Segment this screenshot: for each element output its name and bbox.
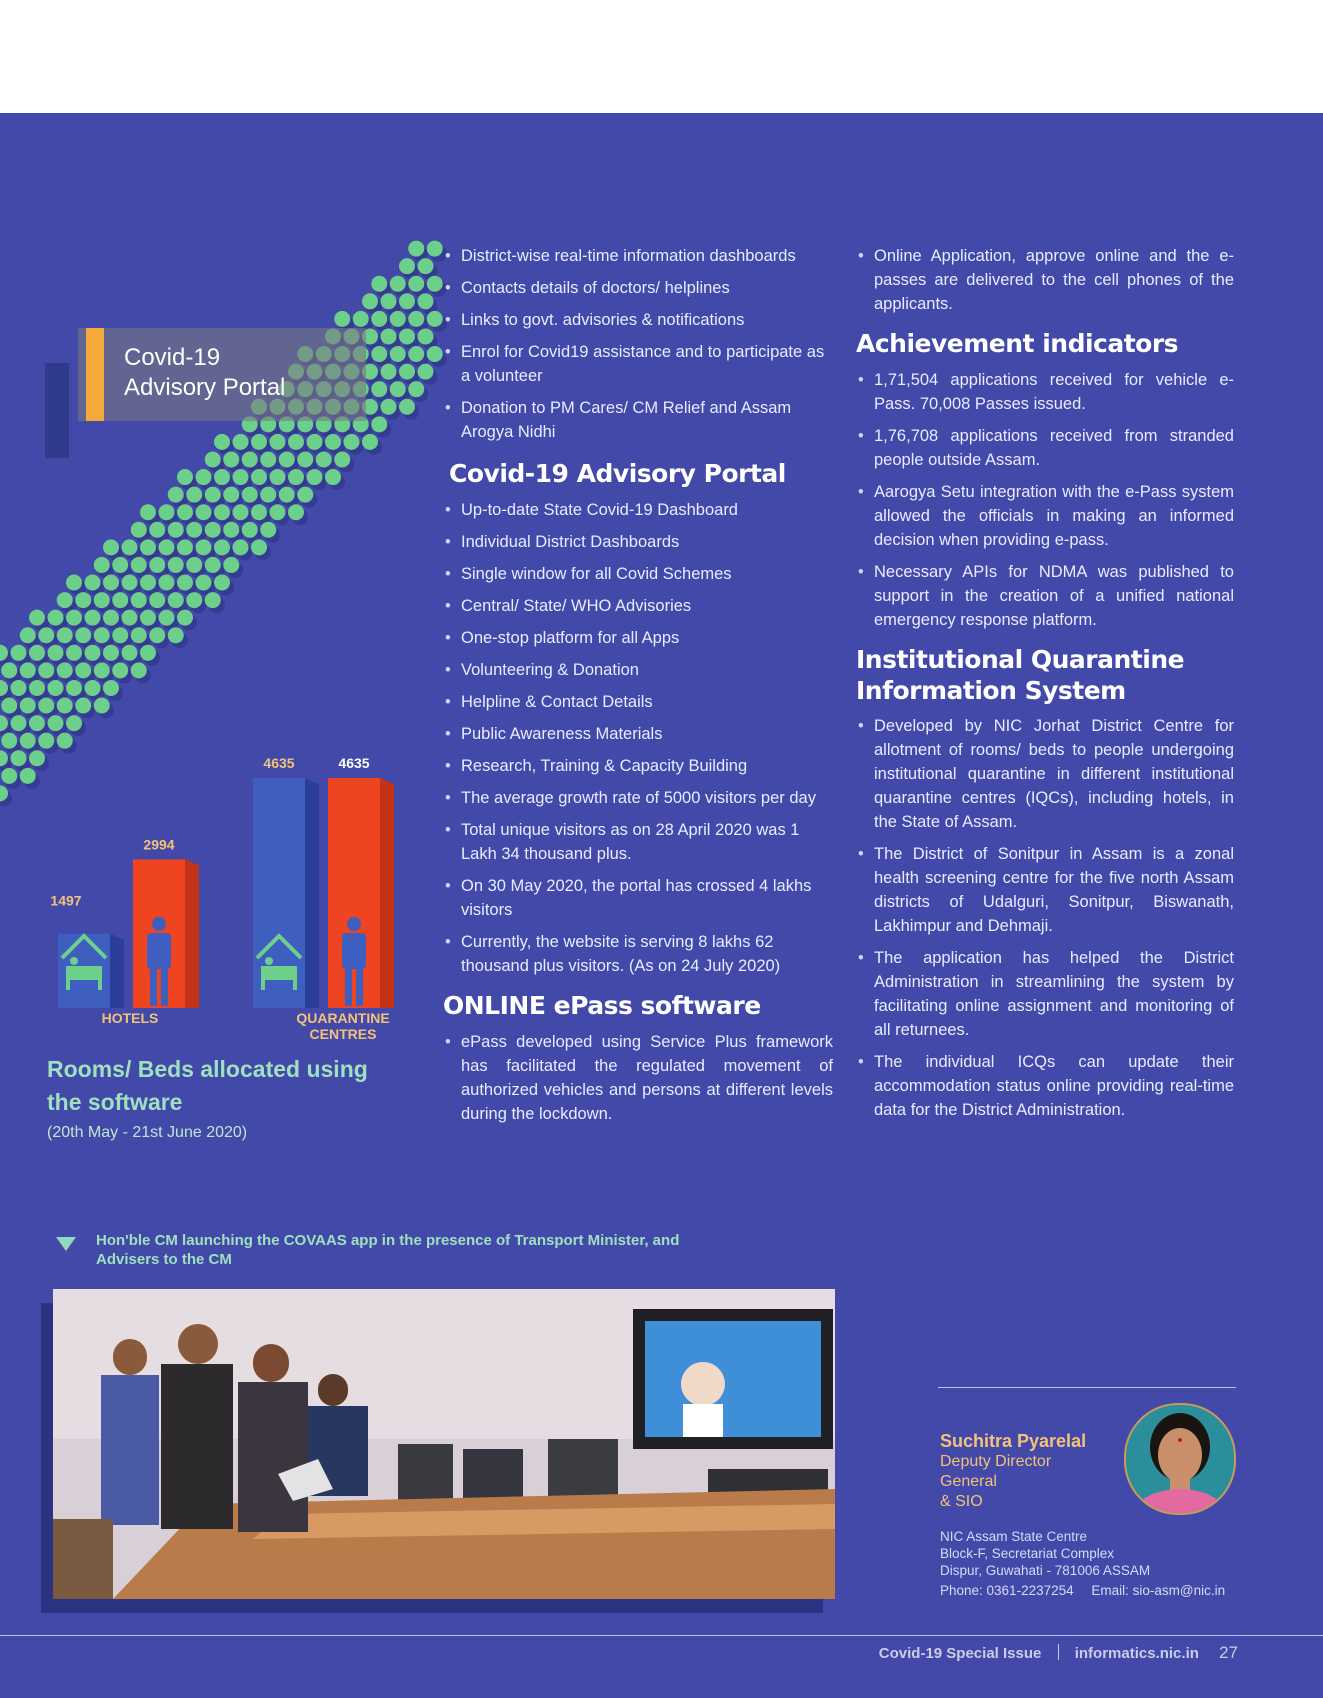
decor-dot (371, 276, 387, 292)
decor-dot (205, 592, 221, 608)
decor-dot (159, 575, 175, 591)
footer-rule (0, 1635, 1323, 1636)
decor-dot (186, 487, 202, 503)
decor-dot (20, 662, 36, 678)
decor-dot (381, 364, 397, 380)
list-item: • Aarogya Setu integration with the e-Pass system allowed the officials in making an informed decision when providing e-pass. (856, 480, 1234, 552)
decor-dot (307, 434, 323, 450)
list-item: • Public Awareness Materials (443, 722, 833, 746)
decor-dot (186, 592, 202, 608)
decor-dot (57, 592, 73, 608)
decor-dot (66, 645, 82, 661)
decor-dot (196, 575, 212, 591)
list-item: • Research, Training & Capacity Building (443, 754, 833, 778)
author-title-line2: & SIO (940, 1493, 983, 1510)
decor-dot (362, 293, 378, 309)
decor-dot (427, 346, 443, 362)
chart-title: Rooms/ Beds allocated using the software (47, 1056, 368, 1115)
iqis-heading-line2: Information System (856, 676, 1126, 705)
chart-data-label: 1497 (50, 892, 82, 909)
decor-dot (131, 592, 147, 608)
decor-dot (57, 662, 73, 678)
decor-dot (94, 557, 110, 573)
decor-dot (325, 434, 341, 450)
footer-page-number: 27 (1219, 1643, 1238, 1662)
advisory-list (443, 498, 833, 978)
list-item: • One-stop platform for all Apps (443, 626, 833, 650)
author-name: Suchitra Pyarelal (940, 1431, 1087, 1451)
decor-dot (196, 469, 212, 485)
decor-dot (390, 346, 406, 362)
decor-dot (205, 557, 221, 573)
list-item: • ePass developed using Service Plus framework has facilitated the regulated movement of authorized vehicles and persons at different levels during the lockdown. (443, 1030, 833, 1126)
decor-dot (29, 645, 45, 661)
top-feature-list (443, 244, 833, 444)
decor-dot (131, 522, 147, 538)
decor-dot (168, 557, 184, 573)
footer-separator (1058, 1644, 1059, 1660)
decor-dot (94, 627, 110, 643)
author-title-line1: Deputy Director General (940, 1453, 1052, 1490)
decor-dot (48, 680, 64, 696)
decor-dot (177, 469, 193, 485)
decor-dot (223, 487, 239, 503)
decor-dot (205, 522, 221, 538)
decor-dot (242, 522, 258, 538)
decor-dot (251, 469, 267, 485)
decor-dot (362, 434, 378, 450)
decor-dot (149, 557, 165, 573)
decor-dot (307, 469, 323, 485)
address-line1: NIC Assam State Centre (940, 1529, 1088, 1544)
decor-dot (196, 539, 212, 555)
decor-dot (408, 346, 424, 362)
decor-dot (316, 451, 332, 467)
decor-dot (186, 557, 202, 573)
decor-dot (85, 680, 101, 696)
decor-dot (38, 698, 54, 714)
list-item: • Helpline & Contact Details (443, 690, 833, 714)
iqis-list (856, 714, 1234, 1122)
decor-dot (85, 645, 101, 661)
decor-dot (260, 487, 276, 503)
decor-dot (408, 276, 424, 292)
decor-dot (38, 662, 54, 678)
decor-dot (66, 610, 82, 626)
decor-dot (427, 311, 443, 327)
decor-dot (57, 698, 73, 714)
decor-dot (85, 575, 101, 591)
decor-dot (20, 698, 36, 714)
decor-dot (94, 698, 110, 714)
decor-dot (112, 592, 128, 608)
launch-photo-illustration (53, 1289, 835, 1599)
right-column (856, 244, 1234, 1130)
decor-dot (427, 276, 443, 292)
decor-dot (297, 451, 313, 467)
decor-dot (408, 311, 424, 327)
decor-dot (334, 311, 350, 327)
decor-dot (103, 539, 119, 555)
decor-dot (242, 451, 258, 467)
decor-dot (418, 328, 434, 344)
list-item: • Developed by NIC Jorhat District Centre for allotment of rooms/ beds to people undergoing institutional quarantine in different institutional quarantine centres (IQCs), including hotels, in the State of Assam. (856, 714, 1234, 834)
decor-dot (168, 592, 184, 608)
page-background (0, 113, 1323, 1698)
list-item: • The District of Sonitpur in Assam is a zonal health screening centre for the five north Assam districts of Udalguri, Sonitpur, Biswanath, Lakhimpur and Dehmaji. (856, 842, 1234, 938)
decor-dot (288, 504, 304, 520)
chart-category-hotels: HOTELS (101, 1010, 159, 1026)
epass-heading: ONLINE ePass software (443, 991, 761, 1020)
decor-dot (75, 698, 91, 714)
decor-dot (48, 645, 64, 661)
list-item: • Donation to PM Cares/ CM Relief and Assam Arogya Nidhi (443, 396, 833, 444)
achievement-heading: Achievement indicators (856, 329, 1179, 358)
decor-dot (279, 451, 295, 467)
list-item: • The individual ICQs can update their accommodation status online providing real-time data for the District Administration. (856, 1050, 1234, 1122)
decor-dot (149, 592, 165, 608)
decor-dot (177, 539, 193, 555)
decor-dot (381, 328, 397, 344)
decor-dot (103, 610, 119, 626)
label-accent-bar-blue (45, 363, 69, 458)
footer (0, 1643, 1238, 1663)
list-item: • Online Application, approve online and the e-passes are delivered to the cell phones of the applicants. (856, 244, 1234, 316)
list-item: • Links to govt. advisories & notifications (443, 308, 833, 332)
photo-caption: Hon'ble CM launching the COVAAS app in the presence of Transport Minister, and Advisers to the CM (96, 1232, 680, 1268)
decor-dot (381, 399, 397, 415)
decor-dot (390, 381, 406, 397)
caption-triangle-icon (56, 1237, 76, 1251)
decor-dot (131, 627, 147, 643)
portal-label (124, 343, 285, 403)
decor-dot (112, 557, 128, 573)
decor-dot (20, 768, 36, 784)
decor-dot (270, 434, 286, 450)
author-email: Email: sio-asm@nic.in (1091, 1583, 1226, 1598)
decor-dot (122, 539, 138, 555)
decor-dot (20, 627, 36, 643)
decor-dot (399, 328, 415, 344)
decor-dot (205, 451, 221, 467)
decor-dot (20, 733, 36, 749)
author-title (940, 1452, 1100, 1512)
list-item: • Volunteering & Donation (443, 658, 833, 682)
author-divider (938, 1387, 1236, 1388)
decor-dot (399, 399, 415, 415)
decor-dot (371, 416, 387, 432)
chart-data-label: 4635 (338, 755, 370, 771)
decor-dot (1, 698, 17, 714)
decor-dot (149, 627, 165, 643)
chart-data-label: 2994 (143, 836, 175, 853)
decor-dot (214, 575, 230, 591)
iqis-heading (856, 644, 1234, 706)
chart-bar (328, 778, 380, 1008)
decor-dot (38, 627, 54, 643)
decor-dot (11, 645, 27, 661)
address-line2: Block-F, Secretariat Complex (940, 1546, 1115, 1561)
decor-dot (260, 451, 276, 467)
decor-dot (408, 241, 424, 257)
decor-dot (48, 610, 64, 626)
decor-dot (57, 627, 73, 643)
decor-dot (399, 364, 415, 380)
middle-column (443, 244, 833, 1134)
decor-dot (103, 680, 119, 696)
decor-dot (149, 522, 165, 538)
decor-dot (186, 522, 202, 538)
address-line3: Dispur, Guwahati - 781006 ASSAM (940, 1563, 1151, 1578)
author-phone: Phone: 0361-2237254 (940, 1583, 1074, 1598)
decor-dot (381, 293, 397, 309)
decor-dot (418, 258, 434, 274)
footer-issue: Covid-19 Special Issue (878, 1645, 1042, 1662)
epass-list-a (443, 1030, 833, 1126)
decor-dot (297, 487, 313, 503)
list-item: • Single window for all Covid Schemes (443, 562, 833, 586)
decor-dot (112, 662, 128, 678)
launch-photo (53, 1289, 835, 1599)
decor-dot (233, 504, 249, 520)
decor-dot (260, 522, 276, 538)
epass-list-b (856, 244, 1234, 316)
decor-dot (1, 662, 17, 678)
decor-dot (159, 610, 175, 626)
decor-dot (251, 434, 267, 450)
decor-dot (177, 504, 193, 520)
decor-dot (1, 768, 17, 784)
iqis-heading-line1: Institutional Quarantine (856, 645, 1185, 674)
decor-dot (251, 539, 267, 555)
decor-dot (427, 241, 443, 257)
decor-dot (177, 575, 193, 591)
decor-dot (103, 575, 119, 591)
decor-dot (223, 522, 239, 538)
decor-dot (131, 557, 147, 573)
decor-dot (75, 627, 91, 643)
decor-dot (29, 680, 45, 696)
decor-dot (168, 487, 184, 503)
list-item: • Individual District Dashboards (443, 530, 833, 554)
list-item: • Currently, the website is serving 8 lakhs 62 thousand plus visitors. (As on 24 July 2020) (443, 930, 833, 978)
decor-dot (205, 487, 221, 503)
list-item: • 1,71,504 applications received for vehicle e-Pass. 70,008 Passes issued. (856, 368, 1234, 416)
decor-dot (1, 733, 17, 749)
list-item: • The average growth rate of 5000 visitors per day (443, 786, 833, 810)
decor-dot (279, 487, 295, 503)
list-item: • Necessary APIs for NDMA was published to support in the creation of a unified national emergency response platform. (856, 560, 1234, 632)
decor-dot (214, 434, 230, 450)
decor-dot (214, 469, 230, 485)
portal-label-line1: Covid-19 (124, 344, 221, 371)
decor-dot (66, 575, 82, 591)
footer-site: informatics.nic.in (1074, 1645, 1199, 1662)
portal-label-line2: Advisory Portal (124, 374, 286, 401)
decor-dot (11, 750, 27, 766)
decor-dot (122, 610, 138, 626)
decor-dot (371, 311, 387, 327)
list-item: • Enrol for Covid19 assistance and to participate as a volunteer (443, 340, 833, 388)
decor-dot (251, 504, 267, 520)
author-address (940, 1528, 1225, 1599)
decor-dot (399, 258, 415, 274)
decor-dot (140, 504, 156, 520)
chart-data-label: 4635 (263, 755, 295, 771)
decor-dot (177, 610, 193, 626)
decor-dot (168, 627, 184, 643)
decor-dot (418, 293, 434, 309)
decor-dot (66, 680, 82, 696)
decor-dot (223, 451, 239, 467)
decor-dot (140, 610, 156, 626)
decor-dot (288, 469, 304, 485)
decor-dot (418, 364, 434, 380)
decor-dot (11, 680, 27, 696)
decor-dot (334, 451, 350, 467)
decor-dot (233, 469, 249, 485)
author-avatar-illustration (1126, 1405, 1234, 1513)
label-accent-bar-orange (86, 328, 104, 421)
decor-dot (94, 592, 110, 608)
decor-dot (214, 539, 230, 555)
list-item: • Central/ State/ WHO Advisories (443, 594, 833, 618)
decor-dot (325, 469, 341, 485)
decor-dot (399, 293, 415, 309)
chart-category-quarantine: QUARANTINE CENTRES (296, 1010, 390, 1042)
decor-dot (85, 610, 101, 626)
decor-dot (140, 645, 156, 661)
decor-dot (131, 662, 147, 678)
decor-dot (75, 592, 91, 608)
list-item: • The application has helped the District Administration in streamlining the system by facilitating online assignment and monitoring of all returnees. (856, 946, 1234, 1042)
decor-dot (122, 645, 138, 661)
decor-dot (196, 504, 212, 520)
decor-dot (233, 539, 249, 555)
decor-dot (140, 539, 156, 555)
decor-dot (270, 469, 286, 485)
list-item: • Contacts details of doctors/ helplines (443, 276, 833, 300)
decor-dot (242, 487, 258, 503)
decor-dot (75, 662, 91, 678)
chart-subtitle: (20th May - 21st June 2020) (47, 1124, 248, 1141)
decor-dot (353, 311, 369, 327)
list-item: • Up-to-date State Covid-19 Dashboard (443, 498, 833, 522)
decor-dot (159, 539, 175, 555)
list-item: • On 30 May 2020, the portal has crossed 4 lakhs visitors (443, 874, 833, 922)
decor-dot (371, 381, 387, 397)
decor-dot (288, 434, 304, 450)
decor-dot (223, 557, 239, 573)
list-item: • Total unique visitors as on 28 April 2020 was 1 Lakh 34 thousand plus. (443, 818, 833, 866)
decor-dot (11, 715, 27, 731)
decor-dot (122, 575, 138, 591)
advisory-heading: Covid-19 Advisory Portal (449, 459, 786, 488)
decor-dot (140, 575, 156, 591)
decor-dot (112, 627, 128, 643)
decor-dot (29, 610, 45, 626)
decor-dot (371, 346, 387, 362)
decor-dot (408, 381, 424, 397)
author-avatar (1124, 1403, 1236, 1515)
list-item: • 1,76,708 applications received from stranded people outside Assam. (856, 424, 1234, 472)
decor-dot (344, 434, 360, 450)
decor-dot (168, 522, 184, 538)
decor-dot (270, 504, 286, 520)
decor-dot (390, 311, 406, 327)
achievement-list (856, 368, 1234, 632)
contact-line (940, 1582, 1225, 1599)
decor-dot (233, 434, 249, 450)
decor-dot (94, 662, 110, 678)
decor-dot (103, 645, 119, 661)
decor-dot (159, 504, 175, 520)
list-item: • District-wise real-time information dashboards (443, 244, 833, 268)
decor-dot (214, 504, 230, 520)
decor-dot (390, 276, 406, 292)
